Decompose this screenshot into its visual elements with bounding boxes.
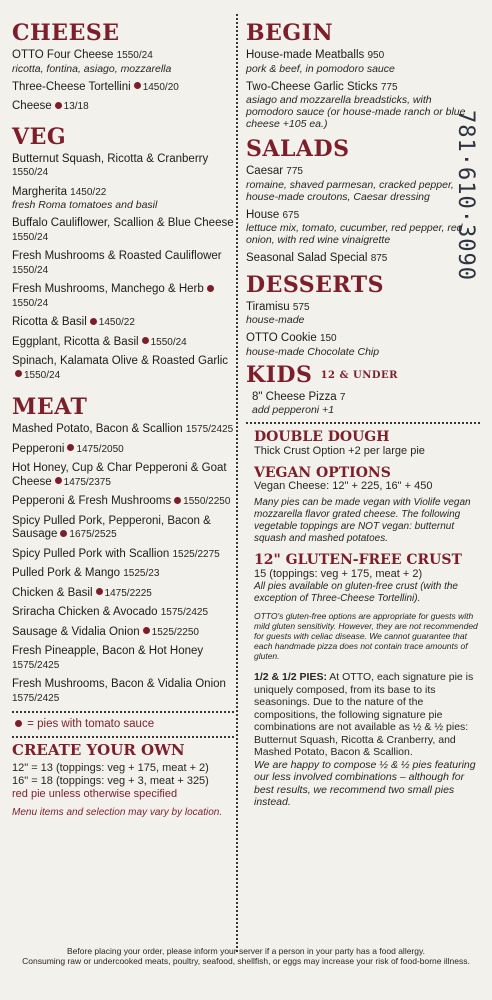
menu-item xyxy=(12,250,234,277)
menu-item-price: 950 xyxy=(367,50,385,61)
menu-item-desc: house-made Chocolate Chip xyxy=(246,345,380,358)
handwritten-phone-number: 781·610·3090 xyxy=(453,110,478,281)
menu-item xyxy=(12,606,234,620)
menu-item-price: 13/18 xyxy=(63,101,89,112)
kids-item-desc: add pepperoni +1 xyxy=(252,404,335,416)
legend-text: = pies with tomato sauce xyxy=(27,718,155,730)
vegan-heading: VEGAN OPTIONS xyxy=(254,464,391,481)
right-divider xyxy=(246,422,480,424)
kids-item-price: 7 xyxy=(339,391,346,403)
menu-item-price: 1575/2425 xyxy=(160,607,209,618)
tomato-dot-icon xyxy=(15,720,22,727)
menu-item-name: Fresh Pineapple, Bacon & Hot Honey xyxy=(12,645,204,657)
menu-item-price: 1525/23 xyxy=(123,568,160,579)
menu-item-desc: fresh Roma tomatoes and basil xyxy=(12,199,158,211)
double-dough-section xyxy=(246,430,480,809)
kids-section xyxy=(246,361,480,417)
create-line-3: red pie unless otherwise specified xyxy=(12,788,178,801)
menu-item xyxy=(246,49,480,75)
gluten-free-desc: All pies available on gluten-free crust (with the exception of Three-Cheese Tortellini). xyxy=(254,581,458,605)
meat-section xyxy=(12,396,234,705)
menu-item-name: Spinach, Kalamata Olive & Roasted Garlic xyxy=(12,355,229,367)
menu-item-name: Butternut Squash, Ricotta & Cranberry xyxy=(12,152,209,165)
tomato-dot-icon xyxy=(134,82,141,89)
menu-item-name: Eggplant, Ricotta & Basil xyxy=(12,335,139,348)
menu-item-price: 1550/24 xyxy=(12,231,49,243)
menu-item-name: Sriracha Chicken & Avocado xyxy=(12,606,158,618)
menu-item-name: Mashed Potato, Bacon & Scallion xyxy=(12,423,183,435)
half-half-italic: We are happy to compose ½ & ½ pies featuring our less involved combinations – although for best results, we recommend two small pies instead. xyxy=(254,758,476,809)
menu-item-price: 575 xyxy=(292,301,310,313)
menu-item-price: 775 xyxy=(380,81,398,93)
menu-item-price: 1550/24 xyxy=(12,264,49,276)
menu-item xyxy=(12,217,234,244)
menu-item-name: Caesar xyxy=(246,165,284,177)
allergy-footer xyxy=(20,946,472,966)
vegan-line: Vegan Cheese: 12" + 225, 16" + 450 xyxy=(254,480,433,493)
menu-item-name: Margherita xyxy=(12,185,67,198)
create-your-own-heading: CREATE YOUR OWN xyxy=(12,740,185,759)
kids-item xyxy=(246,391,480,417)
menu-item-name: Ricotta & Basil xyxy=(12,316,87,328)
tomato-dot-icon xyxy=(60,530,67,537)
menu-item-price: 775 xyxy=(286,166,303,177)
menu-item-price: 1525/2250 xyxy=(151,626,199,638)
create-line-1: 12" = 13 (toppings: veg + 175, meat + 2) xyxy=(12,762,209,775)
menu-item xyxy=(12,316,234,330)
menu-item xyxy=(12,49,234,75)
menu-item-price: 1525/2275 xyxy=(172,548,220,560)
menu-item xyxy=(12,462,234,489)
menu-item xyxy=(12,186,234,212)
left-column xyxy=(12,22,234,819)
half-half-lead: 1/2 & 1/2 PIES: xyxy=(254,671,327,684)
tomato-dot-icon xyxy=(207,285,214,292)
gluten-free-line: 15 (toppings: veg + 175, meat + 2) xyxy=(254,568,423,581)
menu-item xyxy=(12,548,234,562)
menu-item-price: 675 xyxy=(282,209,300,221)
tomato-dot-icon xyxy=(67,444,74,451)
meat-heading: MEAT xyxy=(12,394,88,420)
menu-item-desc: pork & beef, in pomodoro sauce xyxy=(246,62,395,75)
menu-item-name: Two-Cheese Garlic Sticks xyxy=(246,80,378,93)
menu-item-desc: asiago and mozzarella breadsticks, with pomodoro sauce (or house-made ranch or blue cheese +105 ea.) xyxy=(246,94,466,130)
tomato-dot-icon xyxy=(142,337,149,344)
menu-item-price: 1450/22 xyxy=(70,186,107,198)
vegan-desc: Many pies can be made vegan with Violife vegan mozzarella flavor grated cheese. The following vegetable toppings are NOT vegan: butternut squash and mashed potatoes. xyxy=(254,497,471,545)
location-note: Menu items and selection may vary by location. xyxy=(12,807,223,819)
desserts-section xyxy=(246,271,480,358)
menu-item-price: 1475/2225 xyxy=(104,587,152,599)
menu-item-desc: ricotta, fontina, asiago, mozzarella xyxy=(12,62,172,75)
menu-item xyxy=(12,81,234,95)
menu-item-name: Three-Cheese Tortellini xyxy=(12,80,131,93)
menu-item-name: Pepperoni xyxy=(12,442,65,455)
menu-item-price: 1475/2375 xyxy=(63,476,111,488)
menu-item-price: 1475/2050 xyxy=(76,443,124,455)
tomato-sauce-legend xyxy=(12,718,234,732)
tomato-dot-icon xyxy=(55,477,62,484)
menu-item xyxy=(12,567,234,581)
tomato-dot-icon xyxy=(96,588,103,595)
menu-item-name: Buffalo Cauliflower, Scallion & Blue Cheese xyxy=(12,217,234,229)
menu-item xyxy=(12,515,234,542)
cheese-heading: CHEESE xyxy=(12,20,120,46)
salads-heading: SALADS xyxy=(246,136,350,162)
menu-item xyxy=(12,495,234,509)
menu-item-desc: house-made xyxy=(246,314,305,326)
menu-item xyxy=(12,678,234,705)
menu-item-desc: lettuce mix, tomato, cucumber, red pepper, red onion, with red wine vinaigrette xyxy=(246,222,463,246)
menu-item-price: 1450/22 xyxy=(98,317,135,328)
tomato-dot-icon xyxy=(15,370,22,377)
menu-item xyxy=(12,355,234,382)
menu-item-name: Pulled Pork & Mango xyxy=(12,567,121,579)
cheese-section xyxy=(12,22,234,114)
kids-item-name: 8" Cheese Pizza xyxy=(252,390,337,403)
menu-item-desc: romaine, shaved parmesan, cracked pepper, house-made croutons, Caesar dressing xyxy=(246,178,454,203)
menu-item xyxy=(246,301,480,327)
menu-item-name: OTTO Four Cheese xyxy=(12,49,114,61)
menu-item-price: 1550/2250 xyxy=(183,496,231,507)
menu-item-price: 1550/24 xyxy=(12,297,49,309)
menu-item xyxy=(12,626,234,640)
tomato-dot-icon xyxy=(174,497,181,504)
tomato-dot-icon xyxy=(143,627,150,634)
menu-item-name: House-made Meatballs xyxy=(246,49,365,61)
menu-item-name: Spicy Pulled Pork with Scallion xyxy=(12,547,170,560)
double-dough-heading: DOUBLE DOUGH xyxy=(254,429,390,445)
menu-item-price: 1575/2425 xyxy=(185,424,234,435)
menu-item-name: House xyxy=(246,208,280,221)
footer-line-2: Consuming raw or undercooked meats, poultry, seafood, shellfish, or eggs may increase your risk of food-borne illness. xyxy=(22,956,470,966)
menu-item xyxy=(12,443,234,457)
gluten-free-fine-print: OTTO's gluten-free options are appropriate for guests with mild gluten sensitivity. However, they are not recommended for guests with celiac disease. We cannot guarantee that each handmade pizza does not contain trace amounts of gluten. xyxy=(254,611,478,662)
menu-item-name: OTTO Cookie xyxy=(246,332,317,344)
tomato-dot-icon xyxy=(90,318,97,325)
menu-item xyxy=(12,423,234,437)
menu-item xyxy=(12,100,234,114)
create-your-own-section xyxy=(12,740,234,820)
kids-heading xyxy=(246,361,480,388)
footer-line-1: Before placing your order, please inform your server if a person in your party has a food allergy. xyxy=(67,946,425,956)
menu-item-name: Chicken & Basil xyxy=(12,586,93,599)
menu-item-price: 150 xyxy=(319,333,337,344)
veg-heading: VEG xyxy=(12,123,67,150)
gluten-free-heading: 12" GLUTEN-FREE CRUST xyxy=(254,552,462,569)
menu-item-name: Sausage & Vidalia Onion xyxy=(12,625,140,638)
menu-item-name: Fresh Mushrooms, Manchego & Herb xyxy=(12,283,204,295)
veg-section xyxy=(12,123,234,383)
menu-item-price: 1550/24 xyxy=(24,369,61,381)
menu-item-price: 1550/24 xyxy=(12,167,49,178)
menu-item-price: 1675/2525 xyxy=(69,529,117,540)
menu-item xyxy=(12,153,234,180)
menu-item xyxy=(12,645,234,672)
menu-item xyxy=(12,587,234,601)
menu-item xyxy=(12,283,234,310)
menu-item-name: Tiramisu xyxy=(246,300,290,313)
kids-title: KIDS xyxy=(246,361,313,388)
menu-item-name: Seasonal Salad Special xyxy=(246,252,368,264)
menu-item-name: Cheese xyxy=(12,100,52,112)
menu-item-name: Hot Honey, Cup & Char Pepperoni & Goat Cheese xyxy=(12,462,227,488)
column-divider xyxy=(236,14,238,952)
half-half-text xyxy=(254,671,480,759)
left-divider xyxy=(12,711,234,713)
menu-item-price: 1575/2425 xyxy=(12,659,60,671)
create-line-2: 16" = 18 (toppings: veg + 3, meat + 325) xyxy=(12,775,209,788)
half-half-body: At OTTO, each signature pie is uniquely composed, from its base to its seasonings. Due to the nature of the compositions, the following signature pie combinations are not available as ½ & ½ pies: Butternut Squash, Ricotta & Cranberry, and Mashed Potato, Bacon & Scallion. xyxy=(254,671,474,759)
tomato-dot-icon xyxy=(55,102,62,109)
menu-item xyxy=(12,336,234,350)
menu-item-name: Pepperoni & Fresh Mushrooms xyxy=(12,495,172,507)
menu-item-price: 1550/24 xyxy=(116,50,153,61)
desserts-heading: DESSERTS xyxy=(246,271,385,298)
kids-subtitle: 12 & UNDER xyxy=(320,369,398,381)
menu-item-name: Fresh Mushrooms & Roasted Cauliflower xyxy=(12,250,222,262)
menu-item-price: 875 xyxy=(370,253,388,264)
begin-heading: BEGIN xyxy=(246,20,334,46)
double-dough-text: Thick Crust Option +2 per large pie xyxy=(254,444,425,457)
legend-divider xyxy=(12,736,234,738)
menu-item-name: Fresh Mushrooms, Bacon & Vidalia Onion xyxy=(12,678,226,690)
menu-item-price: 1550/24 xyxy=(150,336,187,348)
menu-item xyxy=(246,332,480,358)
menu-item-price: 1575/2425 xyxy=(12,692,60,704)
menu-item-name: Spicy Pulled Pork, Pepperoni, Bacon & Sausage xyxy=(12,514,211,540)
menu-item-price: 1450/20 xyxy=(142,81,179,93)
